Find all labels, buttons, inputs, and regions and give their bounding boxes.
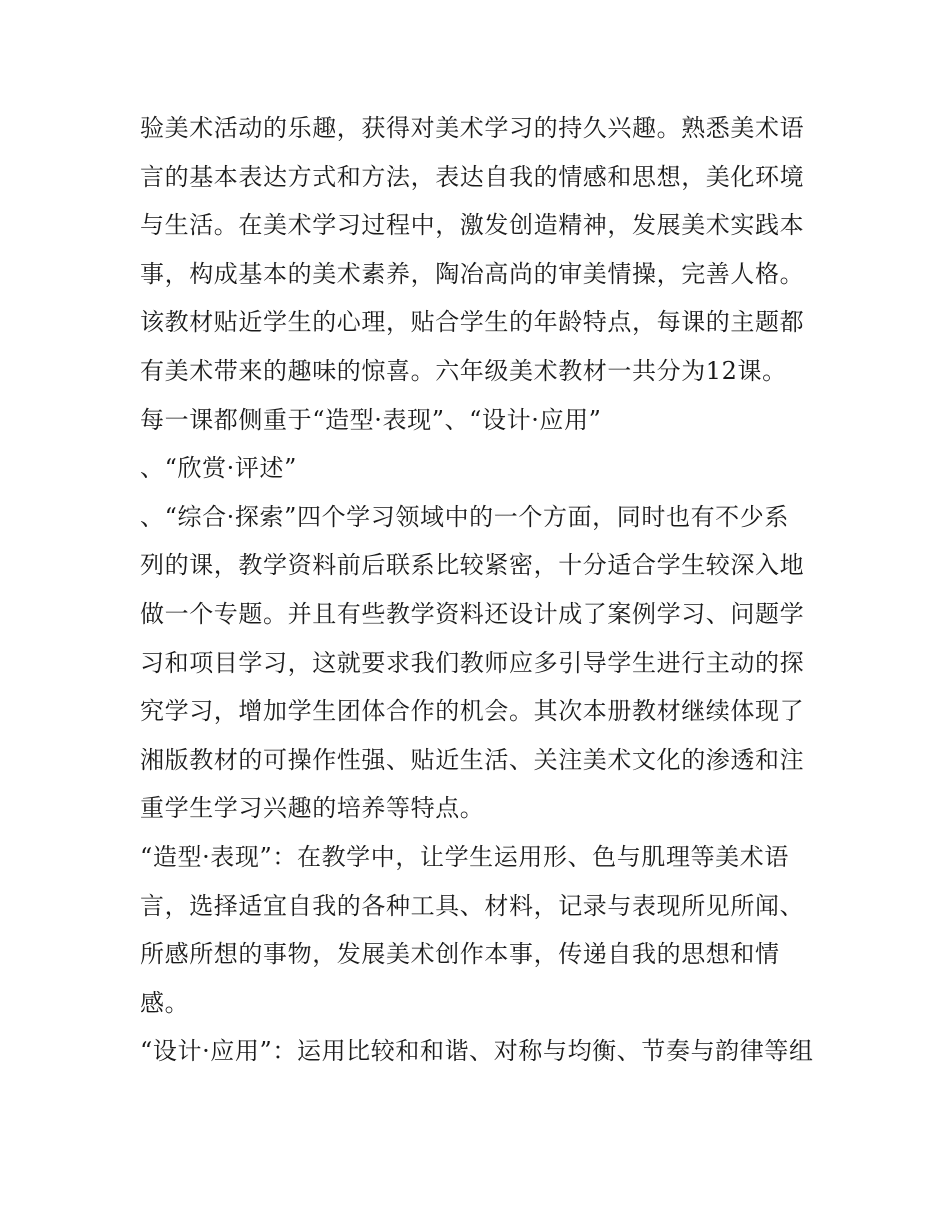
text-line: 每一课都侧重于“造型·表现”、“设计·应用” — [140, 405, 602, 434]
text-line: 与生活。在美术学习过程中，激发创造精神，发展美术实践本 — [140, 211, 805, 240]
text-line: 事，构成基本的美术素养，陶冶高尚的审美情操，完善人格。 — [140, 259, 805, 288]
text-line: 言，选择适宜自我的各种工具、材料，记录与表现所见所闻、 — [140, 891, 805, 920]
text-line: 、“综合·探索”四个学习领域中的一个方面，同时也有不少系 — [140, 502, 789, 531]
text-line: 习和项目学习，这就要求我们教师应多引导学生进行主动的探 — [140, 648, 805, 677]
text-line: 所感所想的事物，发展美术创作本事，传递自我的思想和情 — [140, 940, 780, 969]
text-line: 言的基本表达方式和方法，表达自我的情感和思想，美化环境 — [140, 162, 805, 191]
text-line: 感。 — [140, 988, 190, 1017]
text-line: “设计·应用”：运用比较和和谐、对称与均衡、节奏与韵律等组 — [140, 1037, 814, 1066]
text-line: 列的课，教学资料前后联系比较紧密，十分适合学生较深入地 — [140, 551, 805, 580]
text-line: 究学习，增加学生团体合作的机会。其次本册教材继续体现了 — [140, 697, 805, 726]
text-line: 湘版教材的可操作性强、贴近生活、关注美术文化的渗透和注 — [140, 745, 805, 774]
text-line: “造型·表现”：在教学中，让学生运用形、色与肌理等美术语 — [140, 842, 789, 871]
text-line: 做一个专题。并且有些教学资料还设计成了案例学习、问题学 — [140, 599, 805, 628]
document-body — [140, 104, 840, 1076]
text-line: 该教材贴近学生的心理，贴合学生的年龄特点，每课的主题都 — [140, 308, 805, 337]
text-line: 验美术活动的乐趣，获得对美术学习的持久兴趣。熟悉美术语 — [140, 114, 805, 142]
text-line: 、“欣赏·评述” — [140, 454, 297, 483]
text-line: 重学生学习兴趣的培养等特点。 — [140, 794, 485, 823]
text-line: 有美术带来的趣味的惊喜。六年级美术教材一共分为12课。 — [140, 356, 787, 385]
